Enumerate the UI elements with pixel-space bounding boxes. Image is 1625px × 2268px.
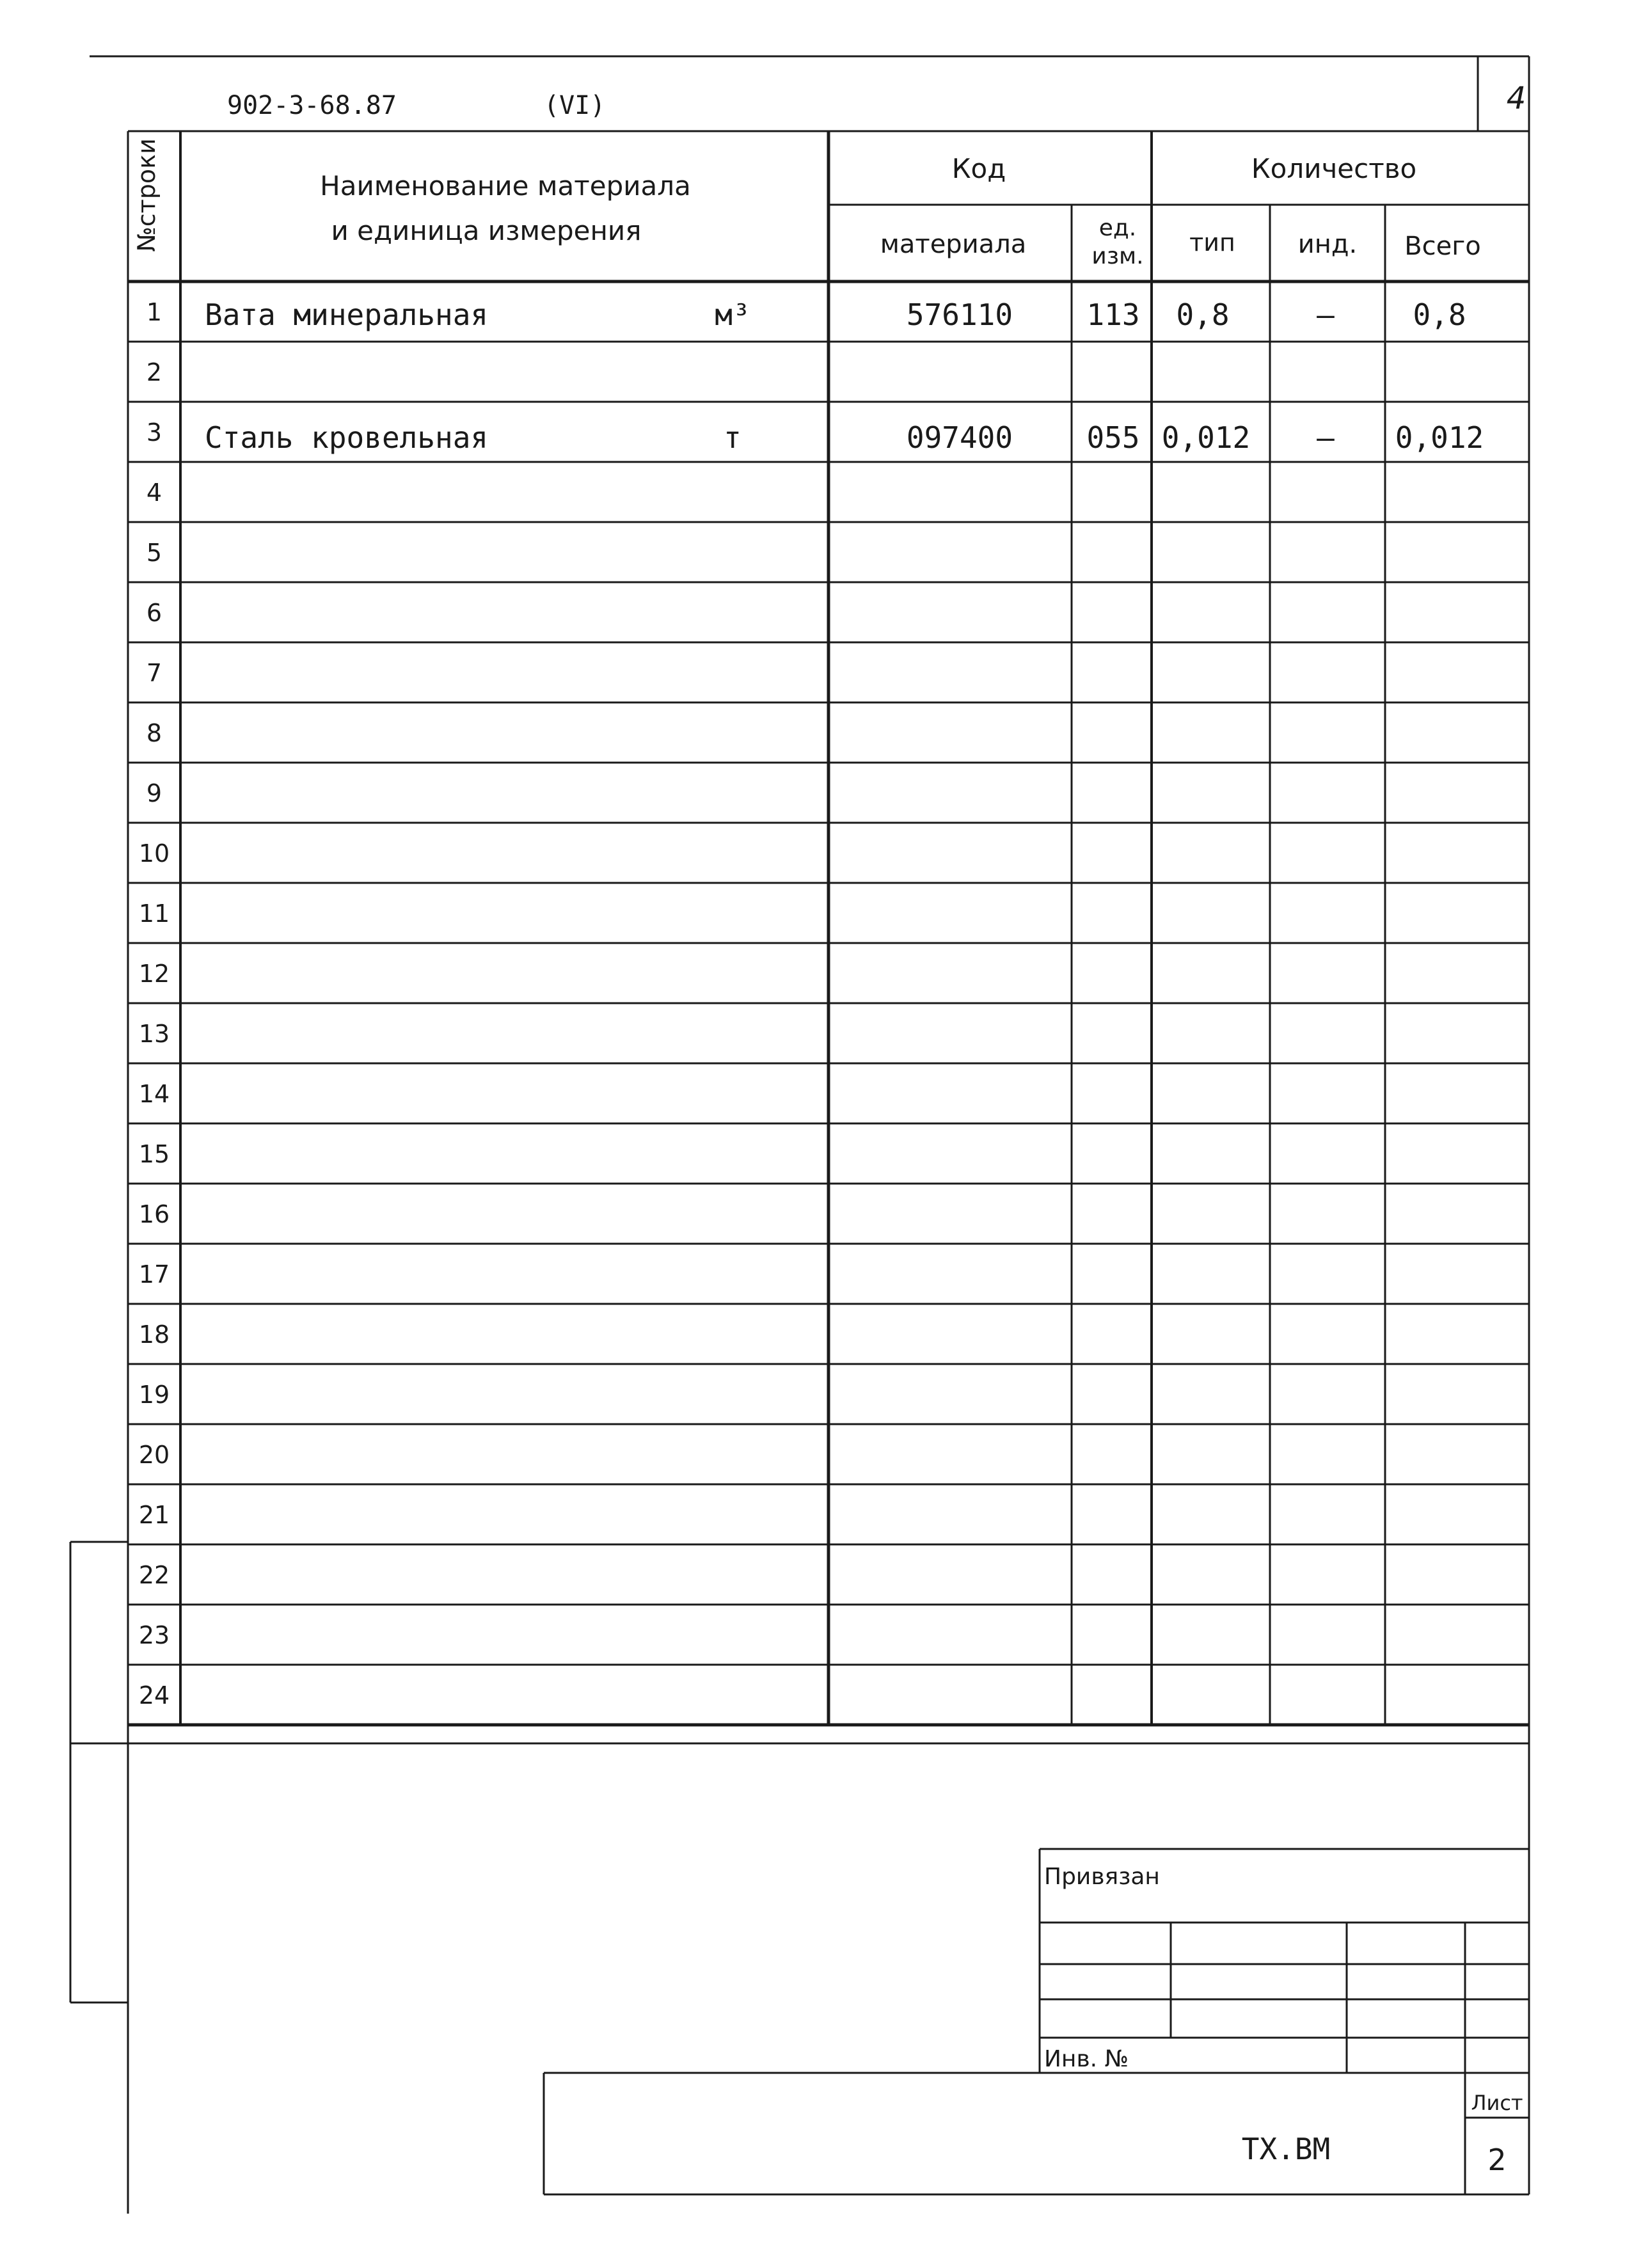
row-3-type: 0,012 [1161,420,1251,455]
row-number: 7 [146,659,162,687]
page-number: 4 [1506,81,1526,116]
row-3-unit-code: 055 [1086,420,1140,455]
unit-code-header-line1: ед. [1098,215,1137,241]
row-number: 18 [138,1320,170,1349]
quantity-group-header: Количество [1251,153,1417,184]
row-number: 13 [138,1020,170,1048]
row-number: 19 [138,1381,170,1409]
row-1-unit: м³ [715,297,750,332]
row-number-header: №строки [132,138,161,252]
row-number: 20 [138,1441,170,1469]
inventory-number-label: Инв. № [1044,2046,1129,2072]
total-header: Всего [1404,232,1481,261]
row-number: 2 [146,358,162,386]
row-number: 16 [138,1200,170,1228]
row-number: 10 [138,839,170,868]
row-number: 8 [146,719,162,747]
sheet-label: Лист [1471,2091,1523,2115]
row-1-code: 576110 [906,297,1013,332]
row-1-ind: – [1317,297,1335,332]
row-number: 15 [138,1140,170,1168]
row-1-total: 0,8 [1413,297,1466,332]
attached-label: Привязан [1044,1864,1160,1890]
row-number: 4 [146,479,162,507]
row-number: 24 [138,1681,170,1709]
material-code-header: материала [880,230,1027,259]
type-header: тип [1189,228,1235,257]
row-3-ind: – [1317,420,1335,455]
row-3-unit: т [724,420,741,455]
row-number: 21 [138,1501,170,1529]
sheet-number: 2 [1487,2143,1507,2177]
row-1-type: 0,8 [1176,297,1230,332]
row-3-total: 0,012 [1395,420,1484,455]
row-1-name: Вата минеральная [205,297,489,332]
sheet-frame [70,56,1529,2214]
row-3-name: Сталь кровельная [205,420,489,455]
row-number: 5 [146,539,162,567]
row-1-unit-code: 113 [1086,297,1140,332]
row-number: 6 [146,599,162,627]
row-number: 12 [138,960,170,988]
row-number: 1 [146,298,162,326]
ind-header: инд. [1297,230,1358,259]
row-number: 14 [138,1080,170,1108]
name-header-line2: и единица измерения [331,215,642,246]
table-body [205,297,1484,455]
doc-code: 902-3-68.87 [227,91,397,120]
title-block [544,1849,1529,2194]
row-number: 17 [138,1260,170,1289]
document-designation: ТХ.ВМ [1241,2132,1331,2166]
table-grid [128,131,1529,1725]
row-number: 11 [138,900,170,928]
row-3-code: 097400 [906,420,1013,455]
row-number: 23 [138,1621,170,1649]
code-group-header: Код [951,153,1006,184]
row-number: 3 [146,418,162,447]
row-number: 22 [138,1561,170,1589]
doc-album: (VI) [544,91,606,120]
name-header-line1: Наименование материала [320,170,691,202]
row-number: 9 [146,779,162,807]
unit-code-header-line2: изм. [1091,243,1144,269]
